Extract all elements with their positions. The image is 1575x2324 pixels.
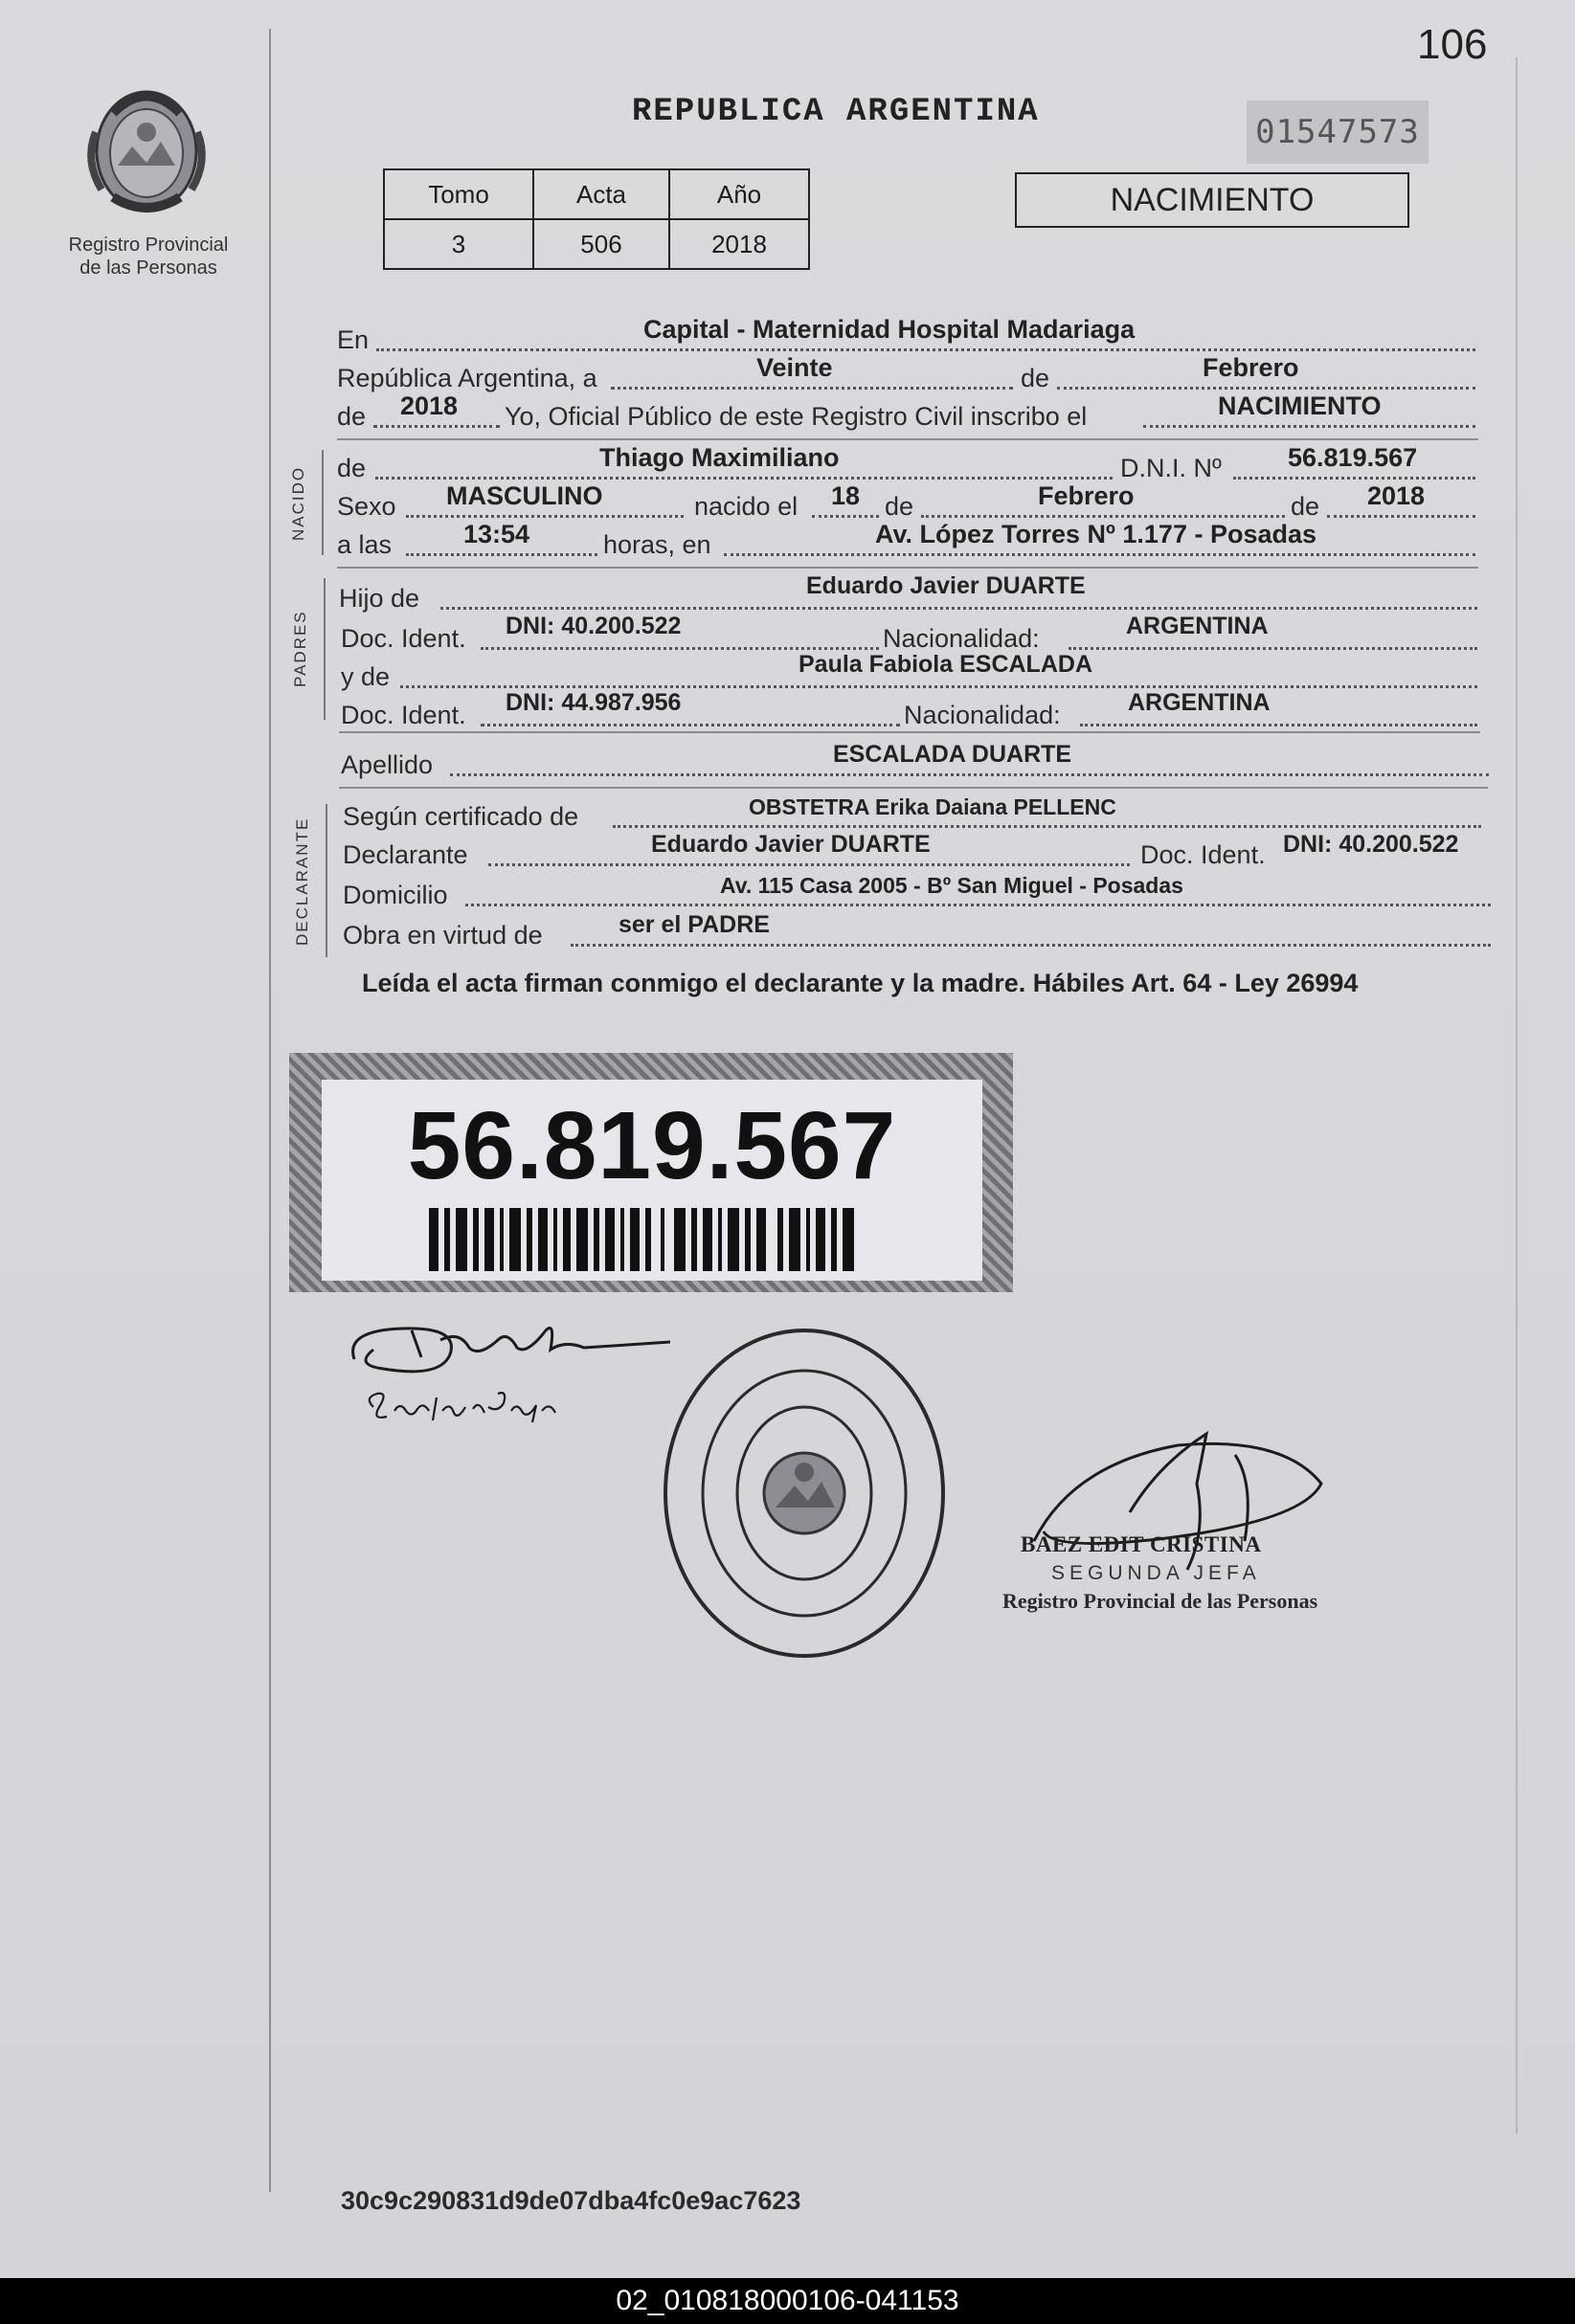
dotted-line [406,515,684,518]
label-republica: República Argentina, a [337,364,597,392]
page-title: REPUBLICA ARGENTINA [632,94,1040,130]
dotted-line [481,647,879,650]
field-declarante-doc: DNI: 40.200.522 [1283,831,1459,858]
field-virtud: ser el PADRE [619,911,770,938]
dni-number: 56.819.567 [407,1092,897,1199]
field-hora: 13:54 [463,520,530,548]
dotted-line [376,348,1475,351]
field-dni: 56.819.567 [1288,443,1418,472]
dotted-line [1233,477,1475,480]
label-de: de [337,454,367,482]
reference-table-header [384,169,809,219]
field-anio-acta: 2018 [400,391,459,420]
label-apellido: Apellido [341,750,434,779]
file-id-bar: 02_010818000106-041153 [0,2278,1575,2324]
dotted-line [373,425,500,428]
label-nacido-el: nacido el [694,492,799,521]
registry-label [57,234,239,279]
barcode-icon [429,1208,860,1271]
dotted-line [406,553,597,556]
official-seal-icon [651,1311,957,1675]
dotted-line [400,685,1477,688]
field-nombre: Thiago Maximiliano [599,443,840,472]
dotted-line [571,944,1491,947]
value-acta: 506 [533,219,669,269]
dotted-line [375,477,1113,480]
reference-table [383,168,810,270]
official-role: SEGUNDA JEFA [1051,1562,1261,1584]
field-domicilio: Av. 115 Casa 2005 - Bº San Miguel - Posadas [720,873,1183,898]
label-nacionalidad: Nacionalidad: [904,701,1061,729]
section-declarante: DECLARANTE [293,816,311,946]
field-anio-nac: 2018 [1367,481,1426,510]
dotted-line [488,863,1130,866]
section-nacido: NACIDO [289,465,307,541]
page-number: 106 [1417,21,1488,68]
field-padre: Eduardo Javier DUARTE [806,572,1086,599]
dotted-line [613,825,1481,828]
field-mes-nac: Febrero [1038,481,1135,510]
label-doc-ident: Doc. Ident. [341,701,466,729]
legal-text: Leída el acta firman conmigo el declarante y la madre. Hábiles Art. 64 - Ley 26994 [362,969,1359,997]
dotted-line [1327,515,1475,518]
separator [339,787,1488,789]
section-padres: PADRES [291,610,309,687]
label-y-de: y de [341,662,391,691]
label-a-las: a las [337,530,393,559]
document-hash: 30c9c290831d9de07dba4fc0e9ac7623 [341,2186,801,2215]
serial-number: 01547573 [1247,101,1429,164]
separator [337,438,1478,440]
registry-label-line1: Registro Provincial [68,235,229,256]
official-organization: Registro Provincial de las Personas [1002,1589,1318,1613]
label-declarante: Declarante [343,840,468,869]
dotted-line [611,387,1013,390]
dotted-line [1143,425,1475,428]
label-yo-oficial: Yo, Oficial Público de este Registro Civil inscribo el [505,402,1088,431]
value-tomo: 3 [384,219,533,269]
parent-signatures [345,1302,689,1445]
section-bracket [322,450,324,555]
label-de: de [337,402,367,431]
dotted-line [812,515,879,518]
label-hijo-de: Hijo de [339,584,420,613]
field-tipo: NACIMIENTO [1218,391,1382,420]
header-tomo: Tomo [384,169,533,219]
label-doc-ident: Doc. Ident. [341,624,466,653]
field-certificado: OBSTETRA Erika Daiana PELLENC [749,794,1116,819]
dotted-line [921,515,1285,518]
label-sexo: Sexo [337,492,396,521]
field-dia-acta: Veinte [756,353,833,382]
dotted-line [465,904,1491,906]
label-obra-virtud: Obra en virtud de [343,921,543,950]
dotted-line [1069,647,1477,650]
dotted-line [724,553,1475,556]
label-en: En [337,325,370,354]
provincial-emblem-icon [75,75,218,228]
left-margin-line [269,29,271,2192]
separator [339,731,1480,733]
value-anio: 2018 [669,219,809,269]
section-bracket [324,578,326,720]
field-madre-doc: DNI: 44.987.956 [506,689,682,716]
field-lugar-nac: Av. López Torres Nº 1.177 - Posadas [875,520,1317,548]
label-doc-ident: Doc. Ident. [1140,840,1266,869]
field-declarante: Eduardo Javier DUARTE [651,831,931,858]
dotted-line [450,773,1489,776]
label-de: de [1291,492,1320,521]
label-dni: D.N.I. Nº [1120,454,1222,482]
field-sexo: MASCULINO [446,481,603,510]
label-de: de [1021,364,1050,392]
section-bracket [326,804,327,957]
label-de: de [885,492,914,521]
dotted-line [1080,724,1477,726]
dotted-line [440,607,1477,610]
header-acta: Acta [533,169,669,219]
official-name: BAEZ EDIT CRISTINA [1021,1532,1262,1556]
right-margin-line [1516,57,1518,2134]
registry-label-line2: de las Personas [79,257,217,279]
field-lugar: Capital - Maternidad Hospital Madariaga [643,315,1136,344]
field-madre: Paula Fabiola ESCALADA [799,651,1092,678]
field-padre-doc: DNI: 40.200.522 [506,613,682,639]
reference-table-values [384,219,809,269]
label-segun-cert: Según certificado de [343,802,579,831]
header-anio: Año [669,169,809,219]
dotted-line [1057,387,1475,390]
label-horas-en: horas, en [603,530,711,559]
record-type-box: NACIMIENTO [1015,172,1409,228]
separator [337,567,1478,569]
dotted-line [481,724,900,726]
field-apellido: ESCALADA DUARTE [833,741,1072,768]
field-mes-acta: Febrero [1203,353,1299,382]
field-madre-nac: ARGENTINA [1128,689,1271,716]
mother-signature [370,1393,555,1422]
label-domicilio: Domicilio [343,881,448,909]
father-signature [353,1329,670,1372]
field-dia-nac: 18 [831,481,861,510]
label-nacionalidad: Nacionalidad: [883,624,1040,653]
field-padre-nac: ARGENTINA [1126,613,1269,639]
